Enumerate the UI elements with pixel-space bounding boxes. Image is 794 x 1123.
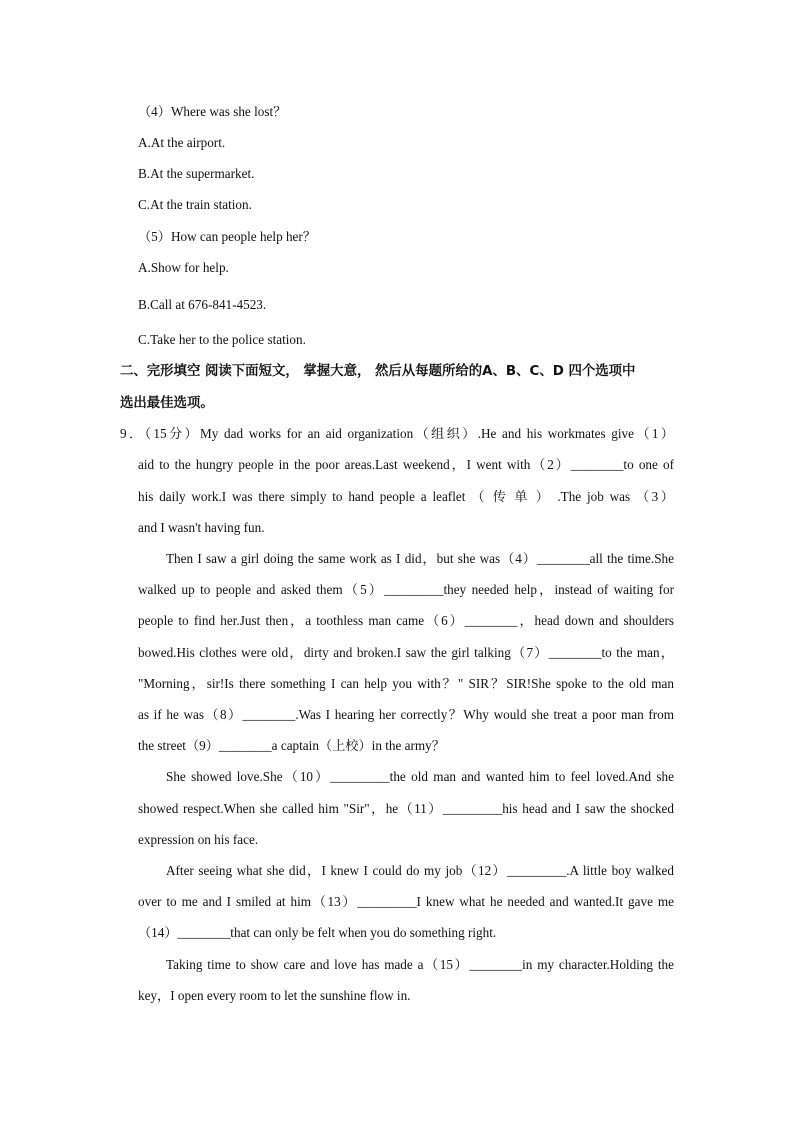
passage-line: aid to the hungry people in the poor areas.Last weekend，I went with（2）________to one of bbox=[138, 457, 674, 472]
section-2-heading: 二、完形填空 阅读下面短文， 掌握大意， 然后从每题所给的A、B、C、D 四个选项中 bbox=[120, 364, 636, 379]
passage-line: people to find her.Just then，a toothless man came（6）________，head down and shoulders bbox=[138, 613, 674, 628]
question-4-option-b: B.At the supermarket. bbox=[138, 166, 255, 181]
passage-line: "Morning，sir!Is there something I can help you with？" SIR？SIR!She spoke to the old man bbox=[138, 676, 674, 691]
passage-line: After seeing what she did，I knew I could do my job（12）_________.A little boy walked bbox=[166, 863, 674, 878]
passage-line: 9．（15分）My dad works for an aid organization（组织）.He and his workmates give（1） bbox=[120, 426, 674, 441]
question-5-option-b: B.Call at 676-841-4523. bbox=[138, 297, 267, 312]
question-5-option-c: C.Take her to the police station. bbox=[138, 332, 306, 347]
question-5-option-a: A.Show for help. bbox=[138, 260, 229, 275]
passage-line: expression on his face. bbox=[138, 832, 259, 847]
question-4-option-a: A.At the airport. bbox=[138, 135, 226, 150]
question-5-stem: （5）How can people help her？ bbox=[138, 229, 316, 244]
passage-line: She showed love.She（10）_________the old man and wanted him to feel loved.And she bbox=[166, 769, 674, 784]
passage-line: （14）________that can only be felt when you do something right. bbox=[138, 925, 497, 940]
section-2-heading-cont: 选出最佳选项。 bbox=[120, 396, 214, 411]
passage-line: Then I saw a girl doing the same work as I did，but she was（4）________all the time.She bbox=[166, 551, 674, 566]
passage-line: bowed.His clothes were old，dirty and broken.I saw the girl talking（7）________to the man， bbox=[138, 645, 674, 660]
passage-line: and I wasn't having fun. bbox=[138, 520, 265, 535]
passage-line: his daily work.I was there simply to hand people a leaflet （ 传 单 ） .The job was （3） bbox=[138, 489, 674, 504]
question-4-stem: （4）Where was she lost？ bbox=[138, 104, 287, 119]
passage-line: Taking time to show care and love has made a（15）________in my character.Holding the bbox=[166, 957, 674, 972]
passage-line: walked up to people and asked them（5）_________they needed help，instead of waiting for bbox=[138, 582, 674, 597]
passage-line: showed respect.When she called him "Sir"，he（11）_________his head and I saw the shocked bbox=[138, 801, 674, 816]
passage-line: over to me and I smiled at him（13）_________I knew what he needed and wanted.It gave me bbox=[138, 894, 674, 909]
question-4-option-c: C.At the train station. bbox=[138, 197, 252, 212]
passage-line: key，I open every room to let the sunshine flow in. bbox=[138, 988, 411, 1003]
passage-line: the street（9）________a captain（上校）in the army？ bbox=[138, 738, 445, 753]
passage-line: as if he was（8）________.Was I hearing her correctly？Why would she treat a poor man from bbox=[138, 707, 674, 722]
